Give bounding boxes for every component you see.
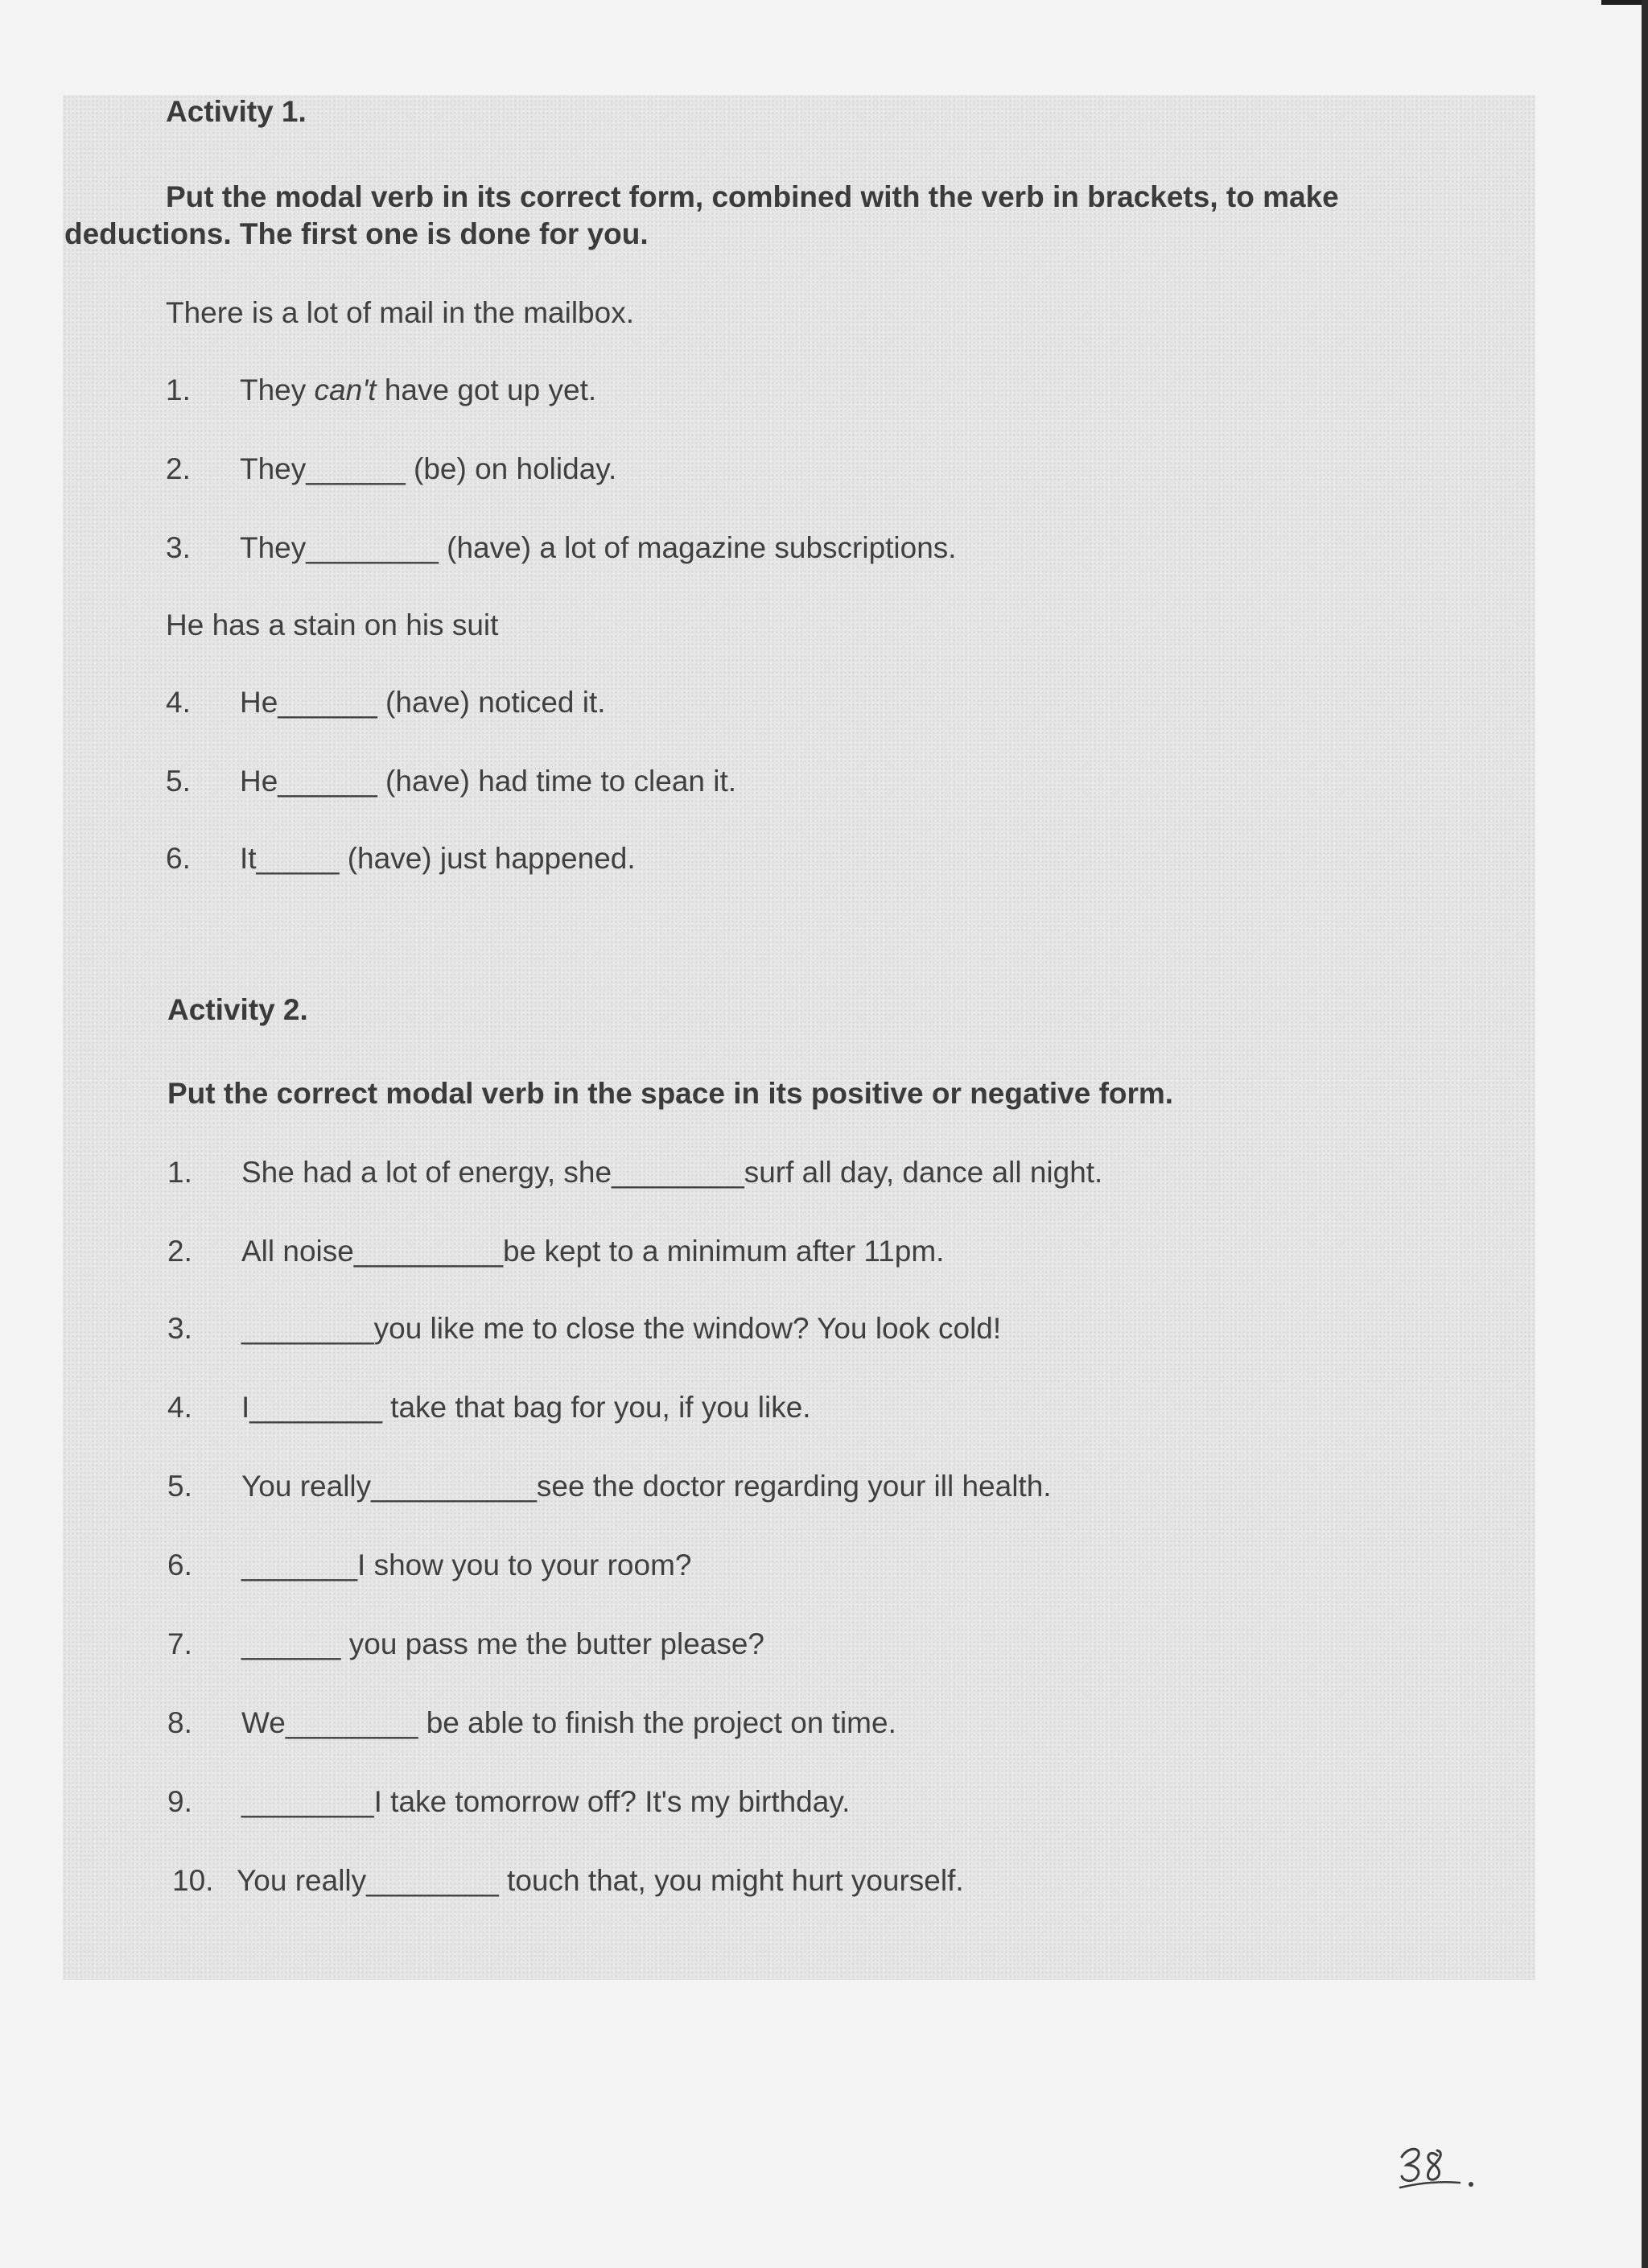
item-text: ______ you pass me the butter please?: [241, 1627, 765, 1660]
item-number: 3.: [167, 1312, 192, 1345]
item-number: 5.: [167, 1470, 192, 1503]
activity-1-instruction-line-2: deductions. The first one is done for you.: [64, 217, 649, 250]
item-number: 4.: [166, 686, 191, 719]
activity-1-context-mailbox: There is a lot of mail in the mailbox.: [166, 296, 634, 329]
item-number: 2.: [166, 452, 191, 485]
item-text-pre: They: [240, 373, 315, 406]
item-text: We________ be able to finish the project on time.: [241, 1706, 896, 1739]
item-text-emphasis: can't: [314, 373, 377, 406]
item-number: 2.: [167, 1235, 192, 1268]
item-number: 1.: [167, 1156, 192, 1189]
item-number: 8.: [167, 1706, 192, 1739]
item-number: 9.: [167, 1785, 192, 1818]
item-text: They________ (have) a lot of magazine subscriptions.: [240, 531, 957, 564]
item-text: [240, 373, 596, 407]
item-text: All noise_________be kept to a minimum after 11pm.: [241, 1235, 945, 1268]
item-text: They______ (be) on holiday.: [240, 452, 617, 485]
item-text: _______I show you to your room?: [241, 1548, 692, 1581]
item-number: 5.: [166, 765, 191, 798]
item-number: 4.: [167, 1391, 192, 1424]
item-text: I________ take that bag for you, if you like.: [241, 1391, 811, 1424]
item-text: ________you like me to close the window? You look cold!: [241, 1312, 1002, 1345]
item-text: It_____ (have) just happened.: [240, 842, 636, 875]
item-number: 7.: [167, 1627, 192, 1660]
item-text: You really________ touch that, you might hurt yourself.: [237, 1864, 964, 1897]
item-text: You really__________see the doctor regarding your ill health.: [241, 1470, 1052, 1503]
item-number: 3.: [166, 531, 191, 564]
item-number: 10.: [172, 1864, 214, 1897]
item-number: 6.: [167, 1548, 192, 1581]
item-number: 1.: [166, 373, 191, 406]
activity-2-instruction: Put the correct modal verb in the space in its positive or negative form.: [167, 1077, 1174, 1110]
item-text: She had a lot of energy, she________surf all day, dance all night.: [241, 1156, 1103, 1189]
activity-1-heading: Activity 1.: [166, 95, 307, 128]
activity-1-context-stain: He has a stain on his suit: [166, 608, 499, 641]
activity-1-instruction-line-1: Put the modal verb in its correct form, combined with the verb in brackets, to make: [166, 180, 1339, 213]
item-text-post: have got up yet.: [376, 373, 597, 406]
item-number: 6.: [166, 842, 191, 875]
activity-2-heading: Activity 2.: [167, 993, 308, 1026]
item-text: ________I take tomorrow off? It's my birthday.: [241, 1785, 851, 1818]
item-text: He______ (have) had time to clean it.: [240, 765, 737, 798]
scan-edge-right: [1642, 0, 1648, 2268]
handwritten-page-mark: [1397, 2141, 1485, 2197]
item-text: He______ (have) noticed it.: [240, 686, 606, 719]
